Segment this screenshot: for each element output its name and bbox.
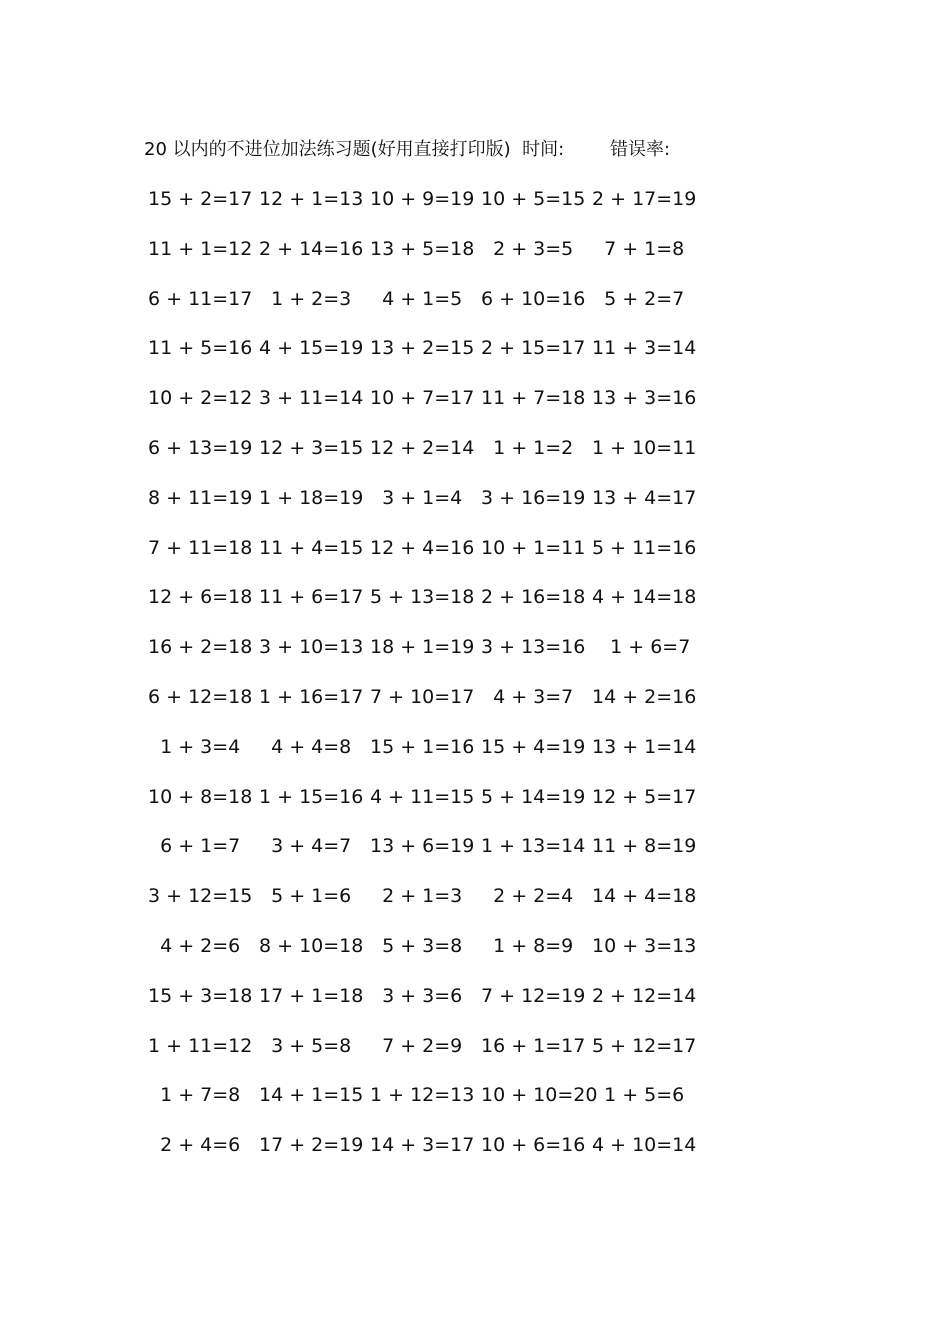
problem-cell: 6 + 13=19 <box>148 436 253 459</box>
problem-cell: 2 + 14=16 <box>259 237 364 260</box>
problem-cell: 1 + 6=7 <box>592 636 691 659</box>
problem-row <box>148 631 708 681</box>
problem-cell: 11 + 5=16 <box>148 337 253 360</box>
problem-row <box>148 1079 708 1129</box>
problem-cell: 6 + 10=16 <box>481 287 586 310</box>
problem-cell: 4 + 10=14 <box>592 1134 697 1157</box>
problem-cell: 12 + 4=16 <box>370 536 475 559</box>
problem-row <box>148 283 708 333</box>
problem-cell: 1 + 5=6 <box>592 1084 685 1107</box>
problem-cell: 2 + 3=5 <box>481 237 574 260</box>
problem-cell: 10 + 6=16 <box>481 1134 586 1157</box>
problem-cell: 15 + 2=17 <box>148 188 253 210</box>
problem-cell: 2 + 4=6 <box>148 1134 241 1157</box>
problem-cell: 10 + 8=18 <box>148 785 253 808</box>
problem-row <box>148 233 708 283</box>
problem-cell: 11 + 6=17 <box>259 586 364 609</box>
problem-cell: 2 + 16=18 <box>481 586 586 609</box>
problem-cell: 5 + 14=19 <box>481 785 586 808</box>
problem-cell: 10 + 9=19 <box>370 188 475 210</box>
problem-cell: 4 + 4=8 <box>259 735 352 758</box>
problem-cell: 13 + 2=15 <box>370 337 475 360</box>
problem-row <box>148 830 708 880</box>
problem-cell: 4 + 15=19 <box>259 337 364 360</box>
problem-cell: 11 + 7=18 <box>481 387 586 410</box>
problem-cell: 12 + 5=17 <box>592 785 697 808</box>
problem-cell: 5 + 1=6 <box>259 885 352 908</box>
problem-cell: 3 + 10=13 <box>259 636 364 659</box>
problem-grid <box>148 183 708 1179</box>
problem-cell: 17 + 1=18 <box>259 984 364 1007</box>
problem-cell: 15 + 1=16 <box>370 735 475 758</box>
problem-cell: 8 + 11=19 <box>148 486 253 509</box>
problem-cell: 3 + 12=15 <box>148 885 253 908</box>
problem-cell: 7 + 2=9 <box>370 1034 463 1057</box>
problem-cell: 1 + 3=4 <box>148 735 241 758</box>
problem-row <box>148 980 708 1030</box>
problem-cell: 5 + 13=18 <box>370 586 475 609</box>
problem-cell: 5 + 12=17 <box>592 1034 697 1057</box>
problem-cell: 7 + 1=8 <box>592 237 685 260</box>
problem-cell: 1 + 13=14 <box>481 835 586 858</box>
problem-cell: 4 + 1=5 <box>370 287 463 310</box>
problem-cell: 2 + 1=3 <box>370 885 463 908</box>
problem-cell: 3 + 5=8 <box>259 1034 352 1057</box>
problem-cell: 15 + 4=19 <box>481 735 586 758</box>
problem-cell: 3 + 16=19 <box>481 486 586 509</box>
problem-cell: 5 + 3=8 <box>370 934 463 957</box>
problem-cell: 1 + 15=16 <box>259 785 364 808</box>
problem-cell: 13 + 5=18 <box>370 237 475 260</box>
problem-cell: 12 + 6=18 <box>148 586 253 609</box>
problem-cell: 4 + 14=18 <box>592 586 697 609</box>
problem-cell: 10 + 7=17 <box>370 387 475 410</box>
problem-cell: 1 + 10=11 <box>592 436 697 459</box>
problem-cell: 11 + 8=19 <box>592 835 697 858</box>
problem-cell: 10 + 5=15 <box>481 188 586 210</box>
problem-cell: 1 + 12=13 <box>370 1084 475 1107</box>
problem-row <box>148 781 708 831</box>
problem-cell: 5 + 11=16 <box>592 536 697 559</box>
problem-row <box>148 731 708 781</box>
problem-cell: 14 + 1=15 <box>259 1084 364 1107</box>
problem-row <box>148 880 708 930</box>
problem-cell: 10 + 1=11 <box>481 536 586 559</box>
problem-row <box>148 581 708 631</box>
problem-row <box>148 930 708 980</box>
problem-cell: 7 + 11=18 <box>148 536 253 559</box>
problem-row <box>148 382 708 432</box>
problem-cell: 13 + 4=17 <box>592 486 697 509</box>
problem-cell: 3 + 4=7 <box>259 835 352 858</box>
problem-cell: 13 + 6=19 <box>370 835 475 858</box>
problem-cell: 17 + 2=19 <box>259 1134 364 1157</box>
problem-cell: 1 + 8=9 <box>481 934 574 957</box>
problem-cell: 8 + 10=18 <box>259 934 364 957</box>
problem-cell: 11 + 4=15 <box>259 536 364 559</box>
problem-cell: 12 + 1=13 <box>259 188 364 210</box>
problem-cell: 1 + 1=2 <box>481 436 574 459</box>
problem-cell: 2 + 12=14 <box>592 984 697 1007</box>
problem-cell: 4 + 11=15 <box>370 785 475 808</box>
problem-cell: 2 + 17=19 <box>592 188 697 210</box>
problem-cell: 2 + 2=4 <box>481 885 574 908</box>
problem-cell: 6 + 1=7 <box>148 835 241 858</box>
problem-cell: 13 + 1=14 <box>592 735 697 758</box>
problem-row <box>148 681 708 731</box>
problem-row <box>148 1129 708 1179</box>
problem-cell: 1 + 18=19 <box>259 486 364 509</box>
problem-cell: 2 + 15=17 <box>481 337 586 360</box>
problem-cell: 10 + 2=12 <box>148 387 253 410</box>
problem-cell: 11 + 3=14 <box>592 337 697 360</box>
problem-cell: 1 + 16=17 <box>259 685 364 708</box>
problem-row <box>148 183 708 233</box>
problem-cell: 1 + 11=12 <box>148 1034 253 1057</box>
problem-cell: 12 + 3=15 <box>259 436 364 459</box>
problem-cell: 3 + 3=6 <box>370 984 463 1007</box>
problem-cell: 12 + 2=14 <box>370 436 475 459</box>
problem-cell: 1 + 2=3 <box>259 287 352 310</box>
problem-cell: 11 + 1=12 <box>148 237 253 260</box>
problem-cell: 14 + 2=16 <box>592 685 697 708</box>
problem-cell: 13 + 3=16 <box>592 387 697 410</box>
problem-cell: 3 + 1=4 <box>370 486 463 509</box>
problem-row <box>148 1030 708 1080</box>
problem-row <box>148 482 708 532</box>
problem-cell: 3 + 11=14 <box>259 387 364 410</box>
problem-cell: 14 + 4=18 <box>592 885 697 908</box>
problem-cell: 16 + 1=17 <box>481 1034 586 1057</box>
problem-row <box>148 532 708 582</box>
problem-cell: 16 + 2=18 <box>148 636 253 659</box>
problem-cell: 1 + 7=8 <box>148 1084 241 1107</box>
worksheet-title: 20 以内的不进位加法练习题(好用直接打印版) 时间: 错误率: <box>144 139 671 160</box>
problem-cell: 3 + 13=16 <box>481 636 586 659</box>
problem-cell: 5 + 2=7 <box>592 287 685 310</box>
problem-cell: 6 + 11=17 <box>148 287 253 310</box>
problem-cell: 7 + 10=17 <box>370 685 475 708</box>
problem-cell: 15 + 3=18 <box>148 984 253 1007</box>
problem-row <box>148 332 708 382</box>
problem-cell: 4 + 2=6 <box>148 934 241 957</box>
problem-cell: 10 + 10=20 <box>481 1084 598 1107</box>
problem-row <box>148 432 708 482</box>
problem-cell: 10 + 3=13 <box>592 934 697 957</box>
problem-cell: 6 + 12=18 <box>148 685 253 708</box>
problem-cell: 4 + 3=7 <box>481 685 574 708</box>
problem-cell: 18 + 1=19 <box>370 636 475 659</box>
problem-cell: 7 + 12=19 <box>481 984 586 1007</box>
problem-cell: 14 + 3=17 <box>370 1134 475 1157</box>
